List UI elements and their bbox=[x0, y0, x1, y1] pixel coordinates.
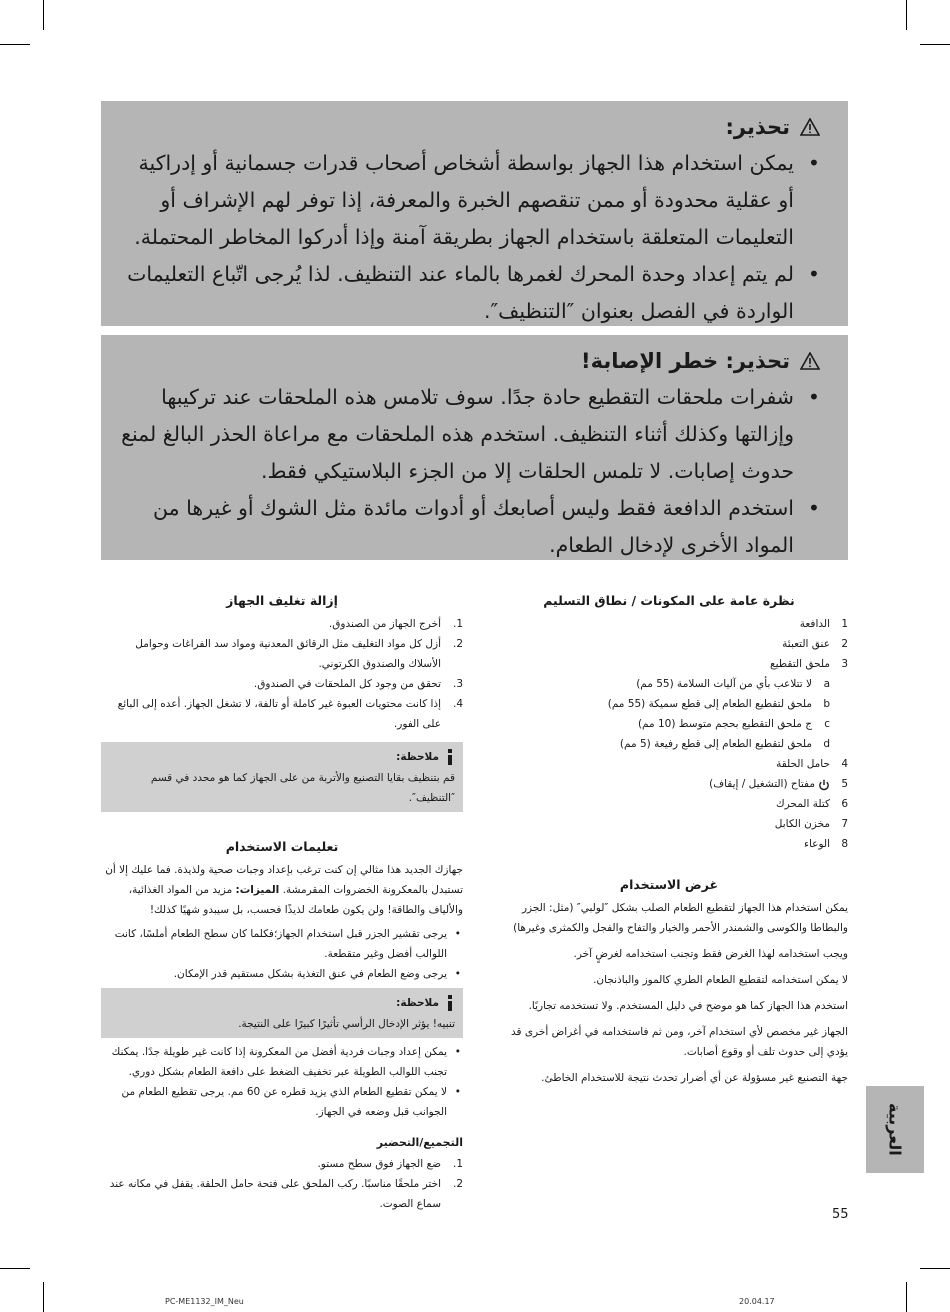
warning-title bbox=[121, 343, 820, 379]
list-item: • يرجى تقشير الجزر قبل استخدام الجهاز؛فكلما كان سطح الطعام أملسًا، كانت اللوالب أفضل وغير متقطعة. bbox=[101, 924, 447, 964]
list-item: • يمكن إعداد وجبات فردية أفضل من المعكرونة إذا كانت غير طويلة جدًا. يمكنك تجنب اللوالب الطويلة عبر تخفيف الضغط على دافعة الطعام بشكل دوري. bbox=[101, 1042, 447, 1082]
note-text: تنبيه! يؤثر الإدخال الرأسي تأثيرًا كبيرًا على النتيجة. bbox=[238, 1018, 455, 1030]
note-box bbox=[101, 988, 463, 1038]
left-column bbox=[101, 588, 463, 1214]
info-icon bbox=[445, 749, 455, 765]
assembly-steps bbox=[101, 1154, 463, 1214]
purpose-text bbox=[490, 898, 848, 1088]
note-text: قم بتنظيف بقايا التصنيع والأتربة من على الجهاز كما هو محدد في قسم ″التنظيف″. bbox=[150, 772, 455, 804]
paragraph: جهة التصنيع غير مسؤولة عن أي أضرار تحدث نتيجة للاستخدام الخاطئ. bbox=[541, 1072, 848, 1084]
crop-mark bbox=[920, 44, 950, 45]
warning-triangle-icon bbox=[800, 118, 820, 136]
info-icon bbox=[445, 995, 455, 1011]
crop-mark bbox=[0, 44, 30, 45]
note-header: ملاحظة: bbox=[109, 992, 455, 1014]
crop-mark bbox=[906, 1282, 907, 1312]
paragraph: لا يمكن استخدامه لتقطيع الطعام الطري كالموز والباذنجان. bbox=[593, 974, 848, 986]
list-item: • لا يمكن تقطيع الطعام الذي يزيد قطره عن 60 مم. يرجى تقطيع الطعام من الجوانب قبل وضعه في الجهاز. bbox=[101, 1082, 447, 1122]
paragraph: الجهاز غير مخصص لأي استخدام آخر، ومن ثم فاستخدامه في أغراض أخرى قد يؤدي إلى حدوث تلف أو وقوع أصابات. bbox=[510, 1026, 848, 1058]
crop-mark bbox=[906, 0, 907, 30]
usage-bullets-2 bbox=[101, 1042, 463, 1122]
warning-title-text: تحذير: خطر الإصابة! bbox=[581, 349, 790, 373]
warning-title-text: تحذير: bbox=[725, 115, 790, 139]
warning-list bbox=[121, 379, 820, 564]
crop-mark bbox=[43, 0, 44, 30]
list-item: 2. أزل كل مواد التغليف مثل الرقائق المعدنية ومواد سد الفراغات وحوامل الأسلاك والصندوق الكرتوني. bbox=[135, 638, 463, 670]
section-title-overview: نظرة عامة على المكونات / نطاق التسليم bbox=[543, 593, 795, 608]
warning-box-injury bbox=[101, 335, 848, 560]
crop-mark bbox=[43, 1282, 44, 1312]
list-item: d ملحق لتقطيع الطعام إلى قطع رفيعة (5 مم) bbox=[619, 738, 830, 750]
list-item: a لا تتلاعب بأي من آليات السلامة (55 مم) bbox=[636, 678, 830, 690]
paragraph: استخدم هذا الجهاز كما هو موضح في دليل المستخدم. ولا تستخدمه تجاريًا. bbox=[528, 1000, 848, 1012]
footer-left: PC-ME1132_IM_Neu bbox=[165, 1297, 244, 1306]
page-number: 55 bbox=[832, 1207, 849, 1222]
section-title-unpacking: إزالة تغليف الجهاز bbox=[226, 593, 338, 608]
list-item: • يرجى وضع الطعام في عنق التغذية بشكل مستقيم قدر الإمكان. bbox=[101, 964, 447, 984]
section-title-assembly: التجميع/التحضير bbox=[376, 1136, 463, 1149]
warning-item: • شفرات ملحقات التقطيع حادة جدًا. سوف تلامس هذه الملحقات عند تركيبها وإزالتها وكذلك أثناء التنظيف. استخدم هذه الملحقات مع مراعاة الحذر البالغ لمنع حدوث إصابات. لا تلمس الحلقات إلا من الجزء البلاستيكي فقط. bbox=[121, 379, 794, 490]
list-item: 4. إذا كانت محتويات العبوة غير كاملة أو تالفة، لا تشغل الجهاز. أعده إلى البائع على الفور. bbox=[117, 698, 463, 730]
warning-triangle-icon bbox=[800, 352, 820, 370]
usage-intro: جهازك الجديد هذا مثالي إن كنت ترغب بإعداد وجبات صحية ولذيذة. فما عليك إلا أن تستبدل بالمعكرونة الخضروات المقرمشة. الميزات: مزيد من المواد الغذائية، والألياف والطاقة! ولن يكون طعامك لذيذًا فحسب، بل سيبدو شهيًا كذلك! bbox=[105, 864, 463, 916]
list-item: 7 مخزن الكابل bbox=[774, 818, 848, 830]
list-item: 6 كتلة المحرك bbox=[775, 798, 848, 810]
warning-title bbox=[121, 109, 820, 145]
list-item: 5 مفتاح (التشغيل / إيقاف) bbox=[709, 778, 848, 790]
list-item: 1 الدافعة bbox=[799, 618, 848, 630]
unpacking-steps bbox=[101, 614, 463, 734]
list-item: 4 حامل الحلقة bbox=[776, 758, 848, 770]
note-header: ملاحظة: bbox=[109, 746, 455, 768]
list-item: 3. تحقق من وجود كل الملحقات في الصندوق. bbox=[253, 678, 463, 690]
list-item: 2 عنق التعبئة bbox=[782, 638, 848, 650]
paragraph: يمكن استخدام هذا الجهاز لتقطيع الطعام الصلب بشكل ″لولبي″ (مثل: الجزر والبطاطا والكوسى والشمندر الأحمر والخيار والتفاح والفجل والكمثرى وغيرها) bbox=[513, 902, 848, 934]
language-tab bbox=[866, 1086, 924, 1173]
note-box bbox=[101, 742, 463, 812]
usage-bullets bbox=[101, 924, 463, 984]
list-item: c ج ملحق التقطيع بحجم متوسط (10 مم) bbox=[637, 718, 830, 730]
list-item: 8 الوعاء bbox=[804, 838, 848, 850]
crop-mark bbox=[0, 1268, 30, 1269]
list-item: b ملحق لتقطيع الطعام إلى قطع سميكة (55 مم) bbox=[607, 698, 830, 710]
crop-mark bbox=[920, 1268, 950, 1269]
list-item: 1. أخرج الجهاز من الصندوق. bbox=[328, 618, 463, 630]
warning-list bbox=[121, 145, 820, 330]
section-title-usage: تعليمات الاستخدام bbox=[225, 839, 339, 854]
warning-item: • يمكن استخدام هذا الجهاز بواسطة أشخاص أصحاب قدرات جسمانية أو إدراكية أو عقلية محدودة أو ممن تنقصهم الخبرة والمعرفة، إذا توفر لهم الإشراف أو التعليمات المتعلقة باستخدام الجهاز بطريقة آمنة وإذا أدركوا المخاطر المحتملة. bbox=[121, 145, 794, 256]
warning-item: • لم يتم إعداد وحدة المحرك لغمرها بالماء عند التنظيف. لذا يُرجى اتّباع التعليمات الواردة في الفصل بعنوان ″التنظيف″. bbox=[121, 256, 794, 330]
warning-box-general bbox=[101, 101, 848, 326]
power-icon bbox=[818, 778, 830, 790]
components-list bbox=[490, 614, 848, 854]
list-item: 3 ملحق التقطيع bbox=[770, 658, 848, 670]
right-column bbox=[490, 588, 848, 1088]
paragraph: ويجب استخدامه لهذا الغرض فقط وتجنب استخدامه لغرضٍ آخر. bbox=[573, 948, 848, 960]
section-title-purpose: غرض الاستخدام bbox=[619, 877, 719, 892]
warning-item: • استخدم الدافعة فقط وليس أصابعك أو أدوات مائدة مثل الشوك أو غيرها من المواد الأخرى لإدخال الطعام. bbox=[121, 490, 794, 564]
list-item: 2. اختر ملحقًا مناسبًا. ركب الملحق على فتحة حامل الحلقة. يقفل في مكانه عند سماع الصوت. bbox=[109, 1178, 463, 1210]
list-item: 1. ضع الجهاز فوق سطح مستو. bbox=[317, 1158, 463, 1170]
footer-right: 20.04.17 bbox=[739, 1297, 775, 1306]
language-tab-label: العربية bbox=[885, 1103, 905, 1156]
